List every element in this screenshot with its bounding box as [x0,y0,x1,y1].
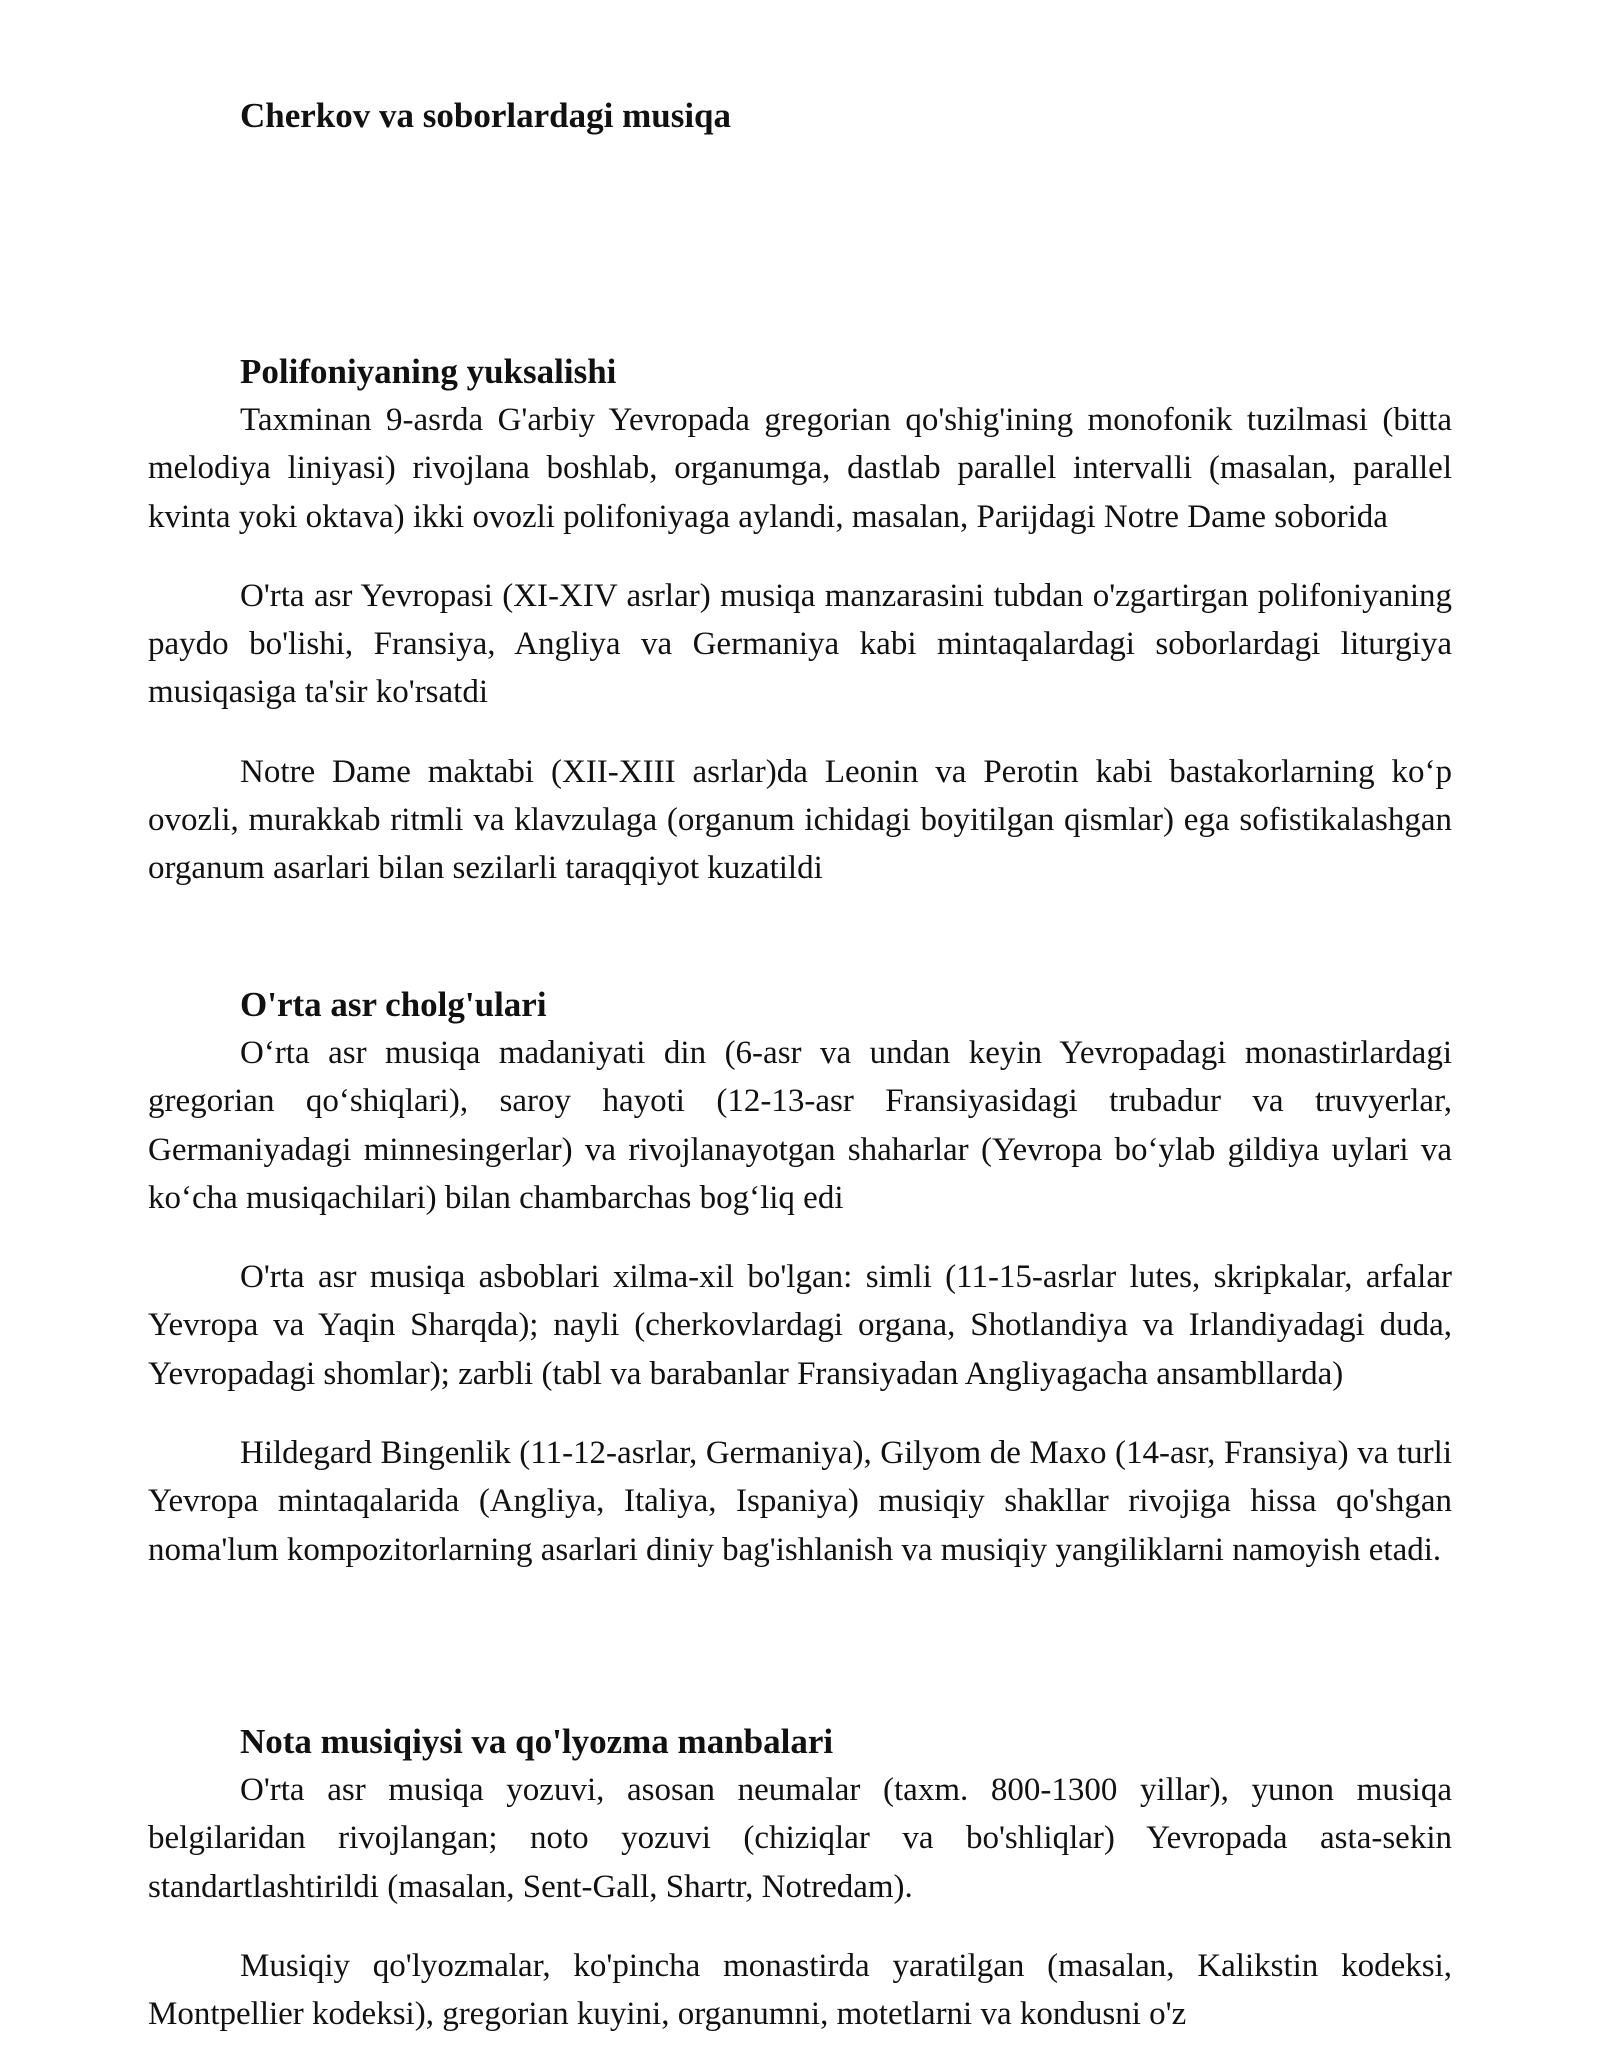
paragraph: Taxminan 9-asrda G'arbiy Yevropada gregorian qo'shig'ining monofonik tuzilmasi (bitta melodiya liniyasi) rivojlana boshlab, organumga, dastlab parallel intervalli (masalan, parallel kvinta yoki oktava) ikki ovozli polifoniyaga aylandi, masalan, Parijdagi Notre Dame soborida [148,402,1452,535]
section-polyphony [148,348,1452,893]
section-instruments [148,981,1452,1574]
paragraph: O'rta asr musiqa yozuvi, asosan neumalar (taxm. 800-1300 yillar), yunon musiqa belgilaridan rivojlangan; noto yozuvi (chiziqlar va bo'shliqlar) Yevropada asta-sekin standartlashtirildi (masalan, Sent-Gall, Shartr, Notredam). [148,1772,1452,1905]
paragraph: O'rta asr musiqa asboblari xilma-xil bo'lgan: simli (11-15-asrlar lutes, skripkalar, arfalar Yevropa va Yaqin Sharqda); nayli (cherkovlardagi organa, Shotlandiya va Irlandiyadagi duda, Yevropadagi shomlar); zarbli (tabl va barabanlar Fransiyadan Angliyagacha ansambllarda) [148,1259,1452,1392]
section-notation [148,1718,1452,2038]
paragraph: Musiqiy qo'lyozmalar, ko'pincha monastirda yaratilgan (masalan, Kalikstin kodeksi, Montpellier kodeksi), gregorian kuyini, organumni, motetlarni va kondusni o'z [148,1947,1452,2033]
paragraph: O'rta asr Yevropasi (XI-XIV asrlar) musiqa manzarasini tubdan o'zgartirgan polifoniyaning paydo bo'lishi, Fransiya, Angliya va Germaniya kabi mintaqalardagi soborlardagi liturgiya musiqasiga ta'sir ko'rsatdi [148,577,1452,711]
document-title: Cherkov va soborlardagi musiqa [240,96,732,135]
paragraph: Oʻrta asr musiqa madaniyati din (6-asr va undan keyin Yevropadagi monastirlardagi gregorian qoʻshiqlari), saroy hayoti (12-13-asr Fransiyasidagi trubadur va truvyerlar, Germaniyadagi minnesingerlar) va rivojlanayotgan shaharlar (Yevropa boʻylab gildiya uylari va koʻcha musiqachilari) bilan chambarchas bogʻliq edi [148,1035,1452,1216]
paragraph: Hildegard Bingenlik (11-12-asrlar, Germaniya), Gilyom de Maxo (14-asr, Fransiya) va turli Yevropa mintaqalarida (Angliya, Italiya, Ispaniya) musiqiy shakllar rivojiga hissa qo'shgan noma'lum kompozitorlarning asarlari diniy bag'ishlanish va musiqiy yangiliklarni namoyish etadi. [148,1435,1452,1568]
paragraph: Notre Dame maktabi (XII-XIII asrlar)da Leonin va Perotin kabi bastakorlarning koʻp ovozli, murakkab ritmli va klavzulaga (organum ichidagi boyitilgan qismlar) ega sofistikalashgan organum asarlari bilan sezilarli taraqqiyot kuzatildi [148,753,1452,887]
section-heading: Nota musiqiysi va qo'lyozma manbalari [240,1722,834,1761]
section-heading: O'rta asr cholg'ulari [240,985,547,1024]
section-heading: Polifoniyaning yuksalishi [240,352,617,391]
